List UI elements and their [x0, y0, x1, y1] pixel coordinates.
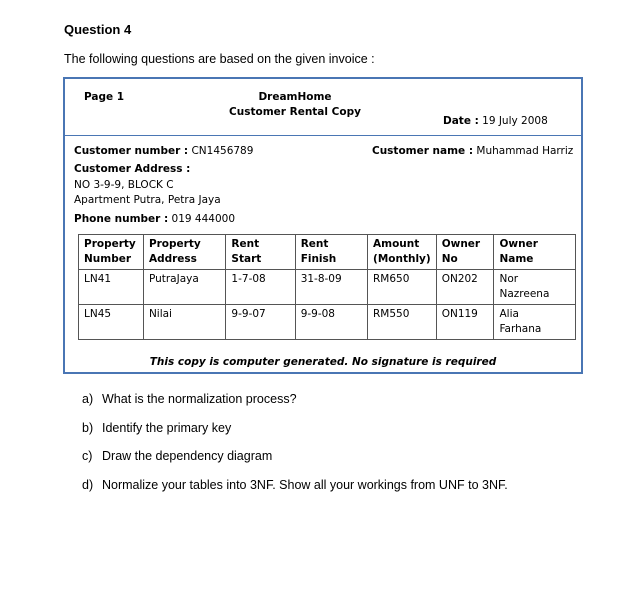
rental-table: [78, 234, 576, 340]
table-header-row: [79, 235, 576, 270]
customer-address-label: Customer Address :: [74, 163, 191, 175]
customer-name-value: Muhammad Harriz: [476, 145, 574, 157]
page-number: Page 1: [84, 91, 125, 103]
customer-number-value: CN1456789: [191, 145, 254, 157]
customer-number-label: Customer number :: [74, 145, 189, 157]
intro-text: The following questions are based on the given invoice :: [64, 52, 375, 66]
table-row: [79, 305, 576, 340]
date-value: 19 July 2008: [482, 115, 548, 127]
table-cell: LN41: [79, 270, 144, 305]
customer-name-label: Customer name :: [372, 145, 474, 157]
company-name: DreamHome: [258, 91, 332, 103]
question-label: c): [82, 449, 93, 463]
table-cell: 31-8-09: [295, 270, 367, 305]
header-property-address: Property Address: [143, 235, 225, 270]
invoice-header: [225, 90, 365, 120]
invoice-date: [443, 115, 548, 127]
table-row: [79, 270, 576, 305]
computer-generated-note: This copy is computer generated. No signature is required: [149, 356, 497, 368]
table-cell: RM550: [368, 305, 437, 340]
table-cell: LN45: [79, 305, 144, 340]
question-item: [82, 478, 508, 507]
customer-name: [372, 145, 573, 157]
header-rent-start: Rent Start: [226, 235, 295, 270]
table-cell: Alia Farhana: [494, 305, 576, 340]
question-item: [82, 392, 508, 421]
table-cell: Nilai: [143, 305, 225, 340]
header-owner-no: Owner No: [436, 235, 494, 270]
question-list: [82, 392, 508, 506]
table-cell: Nor Nazreena: [494, 270, 576, 305]
phone-value: 019 444000: [171, 213, 236, 225]
table-cell: PutraJaya: [143, 270, 225, 305]
phone-label: Phone number :: [74, 213, 169, 225]
question-text: What is the normalization process?: [102, 392, 297, 406]
table-cell: RM650: [368, 270, 437, 305]
question-text: Identify the primary key: [102, 420, 232, 435]
header-owner-name: Owner Name: [494, 235, 576, 270]
address-line-1: NO 3-9-9, BLOCK C: [74, 179, 174, 191]
question-item: [82, 421, 508, 450]
question-item: [82, 449, 508, 478]
header-rent-finish: Rent Finish: [295, 235, 367, 270]
address-line-2: Apartment Putra, Petra Jaya: [74, 194, 221, 206]
question-title: Question 4: [64, 22, 132, 37]
phone-number: [74, 213, 235, 225]
table-cell: 9-9-07: [226, 305, 295, 340]
invoice: [63, 77, 583, 374]
table-cell: ON119: [436, 305, 494, 340]
copy-type: Customer Rental Copy: [229, 106, 361, 118]
header-property-number: Property Number: [79, 235, 144, 270]
date-label: Date :: [443, 115, 479, 127]
table-cell: ON202: [436, 270, 494, 305]
question-text: Draw the dependency diagram: [102, 449, 273, 463]
question-label: b): [82, 420, 94, 435]
table-cell: 9-9-08: [295, 305, 367, 340]
table-cell: 1-7-08: [226, 270, 295, 305]
customer-number: [74, 145, 253, 157]
question-label: a): [82, 392, 94, 406]
header-amount: Amount (Monthly): [368, 235, 437, 270]
question-label: d): [82, 477, 94, 492]
header-divider: [65, 135, 581, 136]
question-text: Normalize your tables into 3NF. Show all your workings from UNF to 3NF.: [102, 477, 508, 492]
